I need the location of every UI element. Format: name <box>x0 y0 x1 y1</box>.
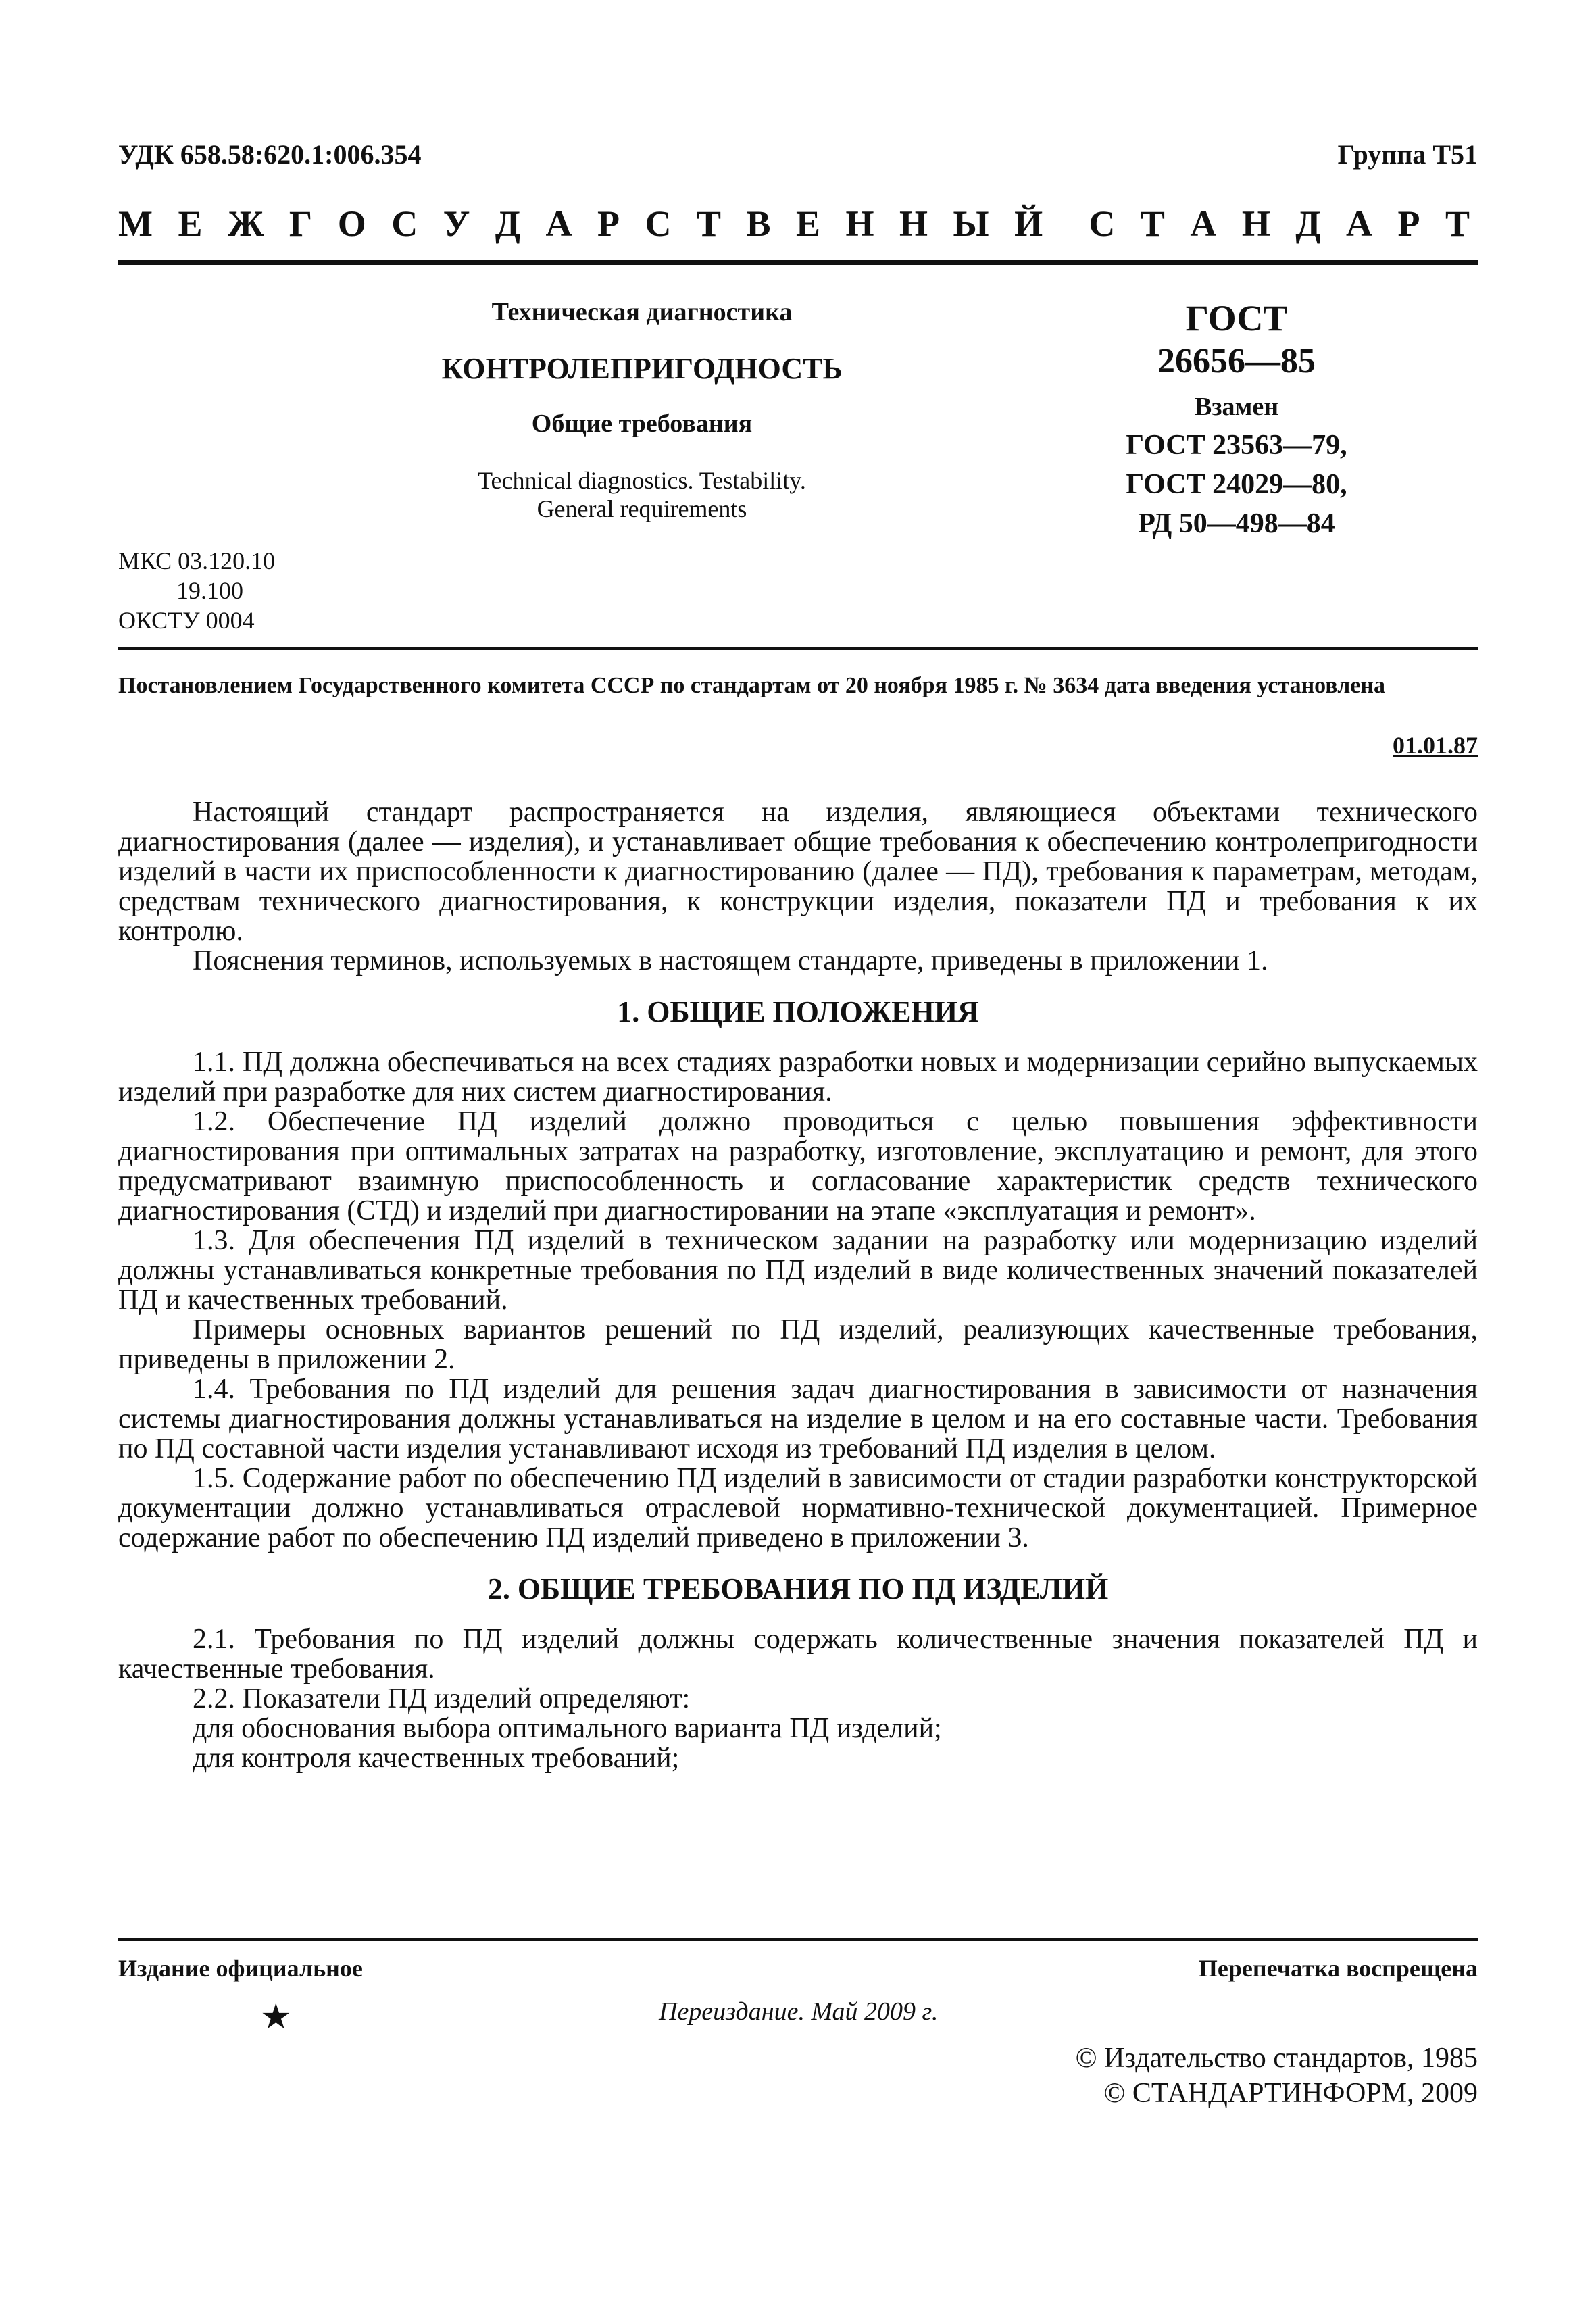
replaces-label: Взамен <box>1194 393 1279 421</box>
footer-rule <box>118 1938 1478 1941</box>
gost-label: ГОСТ <box>1185 298 1288 339</box>
topic-heading: Техническая диагностика <box>491 298 793 326</box>
paragraph: Настоящий стандарт распространяется на изделия, являющиеся объектами технического диагностирования (далее — изделия), и устанавливает общие требования к обеспечению контролепригодности изделий в части их приспособленности к диагностированию (далее — ПД), требования к параметрам, методам, средствам технического диагностирования, к конструкции изделия, показатели ПД и требования к их контролю. <box>118 797 1478 947</box>
paragraph: 1.2. Обеспечение ПД изделий должно проводиться с целью повышения эффективности диагностирования при оптимальных затратах на разработку, изготовление, эксплуатацию и ремонт, для этого предусматривают взаимную приспособленность и согласование характеристик средств технического диагностирования (СТД) и изделий при диагностировании на этапе «эксплуатация и ремонт». <box>118 1106 1478 1226</box>
banner-standard: С Т А Н Д А Р Т <box>1089 203 1478 244</box>
mks-code: 19.100 <box>176 577 243 604</box>
document-body <box>118 797 1478 1773</box>
decree-text: Постановлением Государственного комитета СССР по стандартам от 20 ноября 1985 г. № 3634 дата введения установлена <box>118 673 1385 698</box>
paragraph: 1.5. Содержание работ по обеспечению ПД изделий в зависимости от стадии разработки конструкторской документации должно устанавливаться отраслевой нормативно-технической документацией. Примерное содержание работ по обеспечению ПД изделий приведено в приложении 3. <box>118 1463 1478 1553</box>
gost-number: 26656—85 <box>1157 342 1316 380</box>
header-rule <box>118 260 1478 265</box>
paragraph: 2.1. Требования по ПД изделий должны содержать количественные значения показателей ПД и качественные требования. <box>118 1624 1478 1685</box>
paragraph: для обоснования выбора оптимального варианта ПД изделий; <box>193 1713 942 1744</box>
replaced-standard: ГОСТ 24029—80, <box>1126 469 1347 500</box>
classification-codes <box>118 546 275 635</box>
english-title-line: Technical diagnostics. Testability. <box>478 467 806 494</box>
reprint-notice: Перепечатка воспрещена <box>1198 1955 1478 1982</box>
paragraph: Пояснения терминов, используемых в настоящем стандарте, приведены в приложении 1. <box>193 945 1268 976</box>
paragraph: для контроля качественных требований; <box>193 1743 680 1774</box>
replaced-standard: ГОСТ 23563—79, <box>1126 430 1347 461</box>
edition-label: Издание официальное <box>118 1955 363 1982</box>
copyright-line: © СТАНДАРТИНФОРМ, 2009 <box>1103 2078 1478 2109</box>
paragraph: 1.3. Для обеспечения ПД изделий в техническом задании на разработку или модернизацию изделий должны устанавливаться конкретные требования по ПД изделий в виде количественных значений показателей ПД и качественных требований. <box>118 1225 1478 1316</box>
paragraph: 1.4. Требования по ПД изделий для решения задач диагностирования в зависимости от назначения системы диагностирования должны устанавливаться на изделие в целом и на его составные части. Требования по ПД составной части изделия устанавливают исходя из требований ПД изделия в целом. <box>118 1374 1478 1464</box>
section-rule <box>118 647 1478 650</box>
udk-code: УДК 658.58:620.1:006.354 <box>118 139 422 170</box>
okstu-code: ОКСТУ 0004 <box>118 607 255 634</box>
english-title-line: General requirements <box>537 495 747 522</box>
section-heading: 1. ОБЩИЕ ПОЛОЖЕНИЯ <box>617 995 979 1028</box>
section-heading: 2. ОБЩИЕ ТРЕБОВАНИЯ ПО ПД ИЗДЕЛИЙ <box>487 1572 1109 1605</box>
mks-code: МКС 03.120.10 <box>118 547 276 574</box>
reissue-note: Переиздание. Май 2009 г. <box>659 1997 939 2026</box>
star-icon: ★ <box>260 1998 292 2037</box>
standard-banner <box>118 203 1478 245</box>
page-subtitle: Общие требования <box>531 409 753 438</box>
paragraph: Примеры основных вариантов решений по ПД изделий, реализующих качественные требования, приведены в приложении 2. <box>118 1314 1478 1375</box>
paragraph: 1.1. ПД должна обеспечиваться на всех стадиях разработки новых и модернизации серийно выпускаемых изделий при разработке для них систем диагностирования. <box>118 1047 1478 1107</box>
copyright-block <box>1076 2041 1478 2111</box>
english-title <box>338 466 946 523</box>
replaced-standard: РД 50—498—84 <box>1138 508 1335 539</box>
page-title: КОНТРОЛЕПРИГОДНОСТЬ <box>441 352 843 385</box>
copyright-line: © Издательство стандартов, 1985 <box>1075 2043 1478 2074</box>
group-code: Группа Т51 <box>1337 139 1478 170</box>
effective-date: 01.01.87 <box>1393 732 1478 759</box>
banner-interstate: М Е Ж Г О С У Д А Р С Т В Е Н Н Ы Й <box>118 203 1051 244</box>
replaced-standards <box>1054 426 1419 543</box>
paragraph: 2.2. Показатели ПД изделий определяют: <box>193 1683 691 1714</box>
